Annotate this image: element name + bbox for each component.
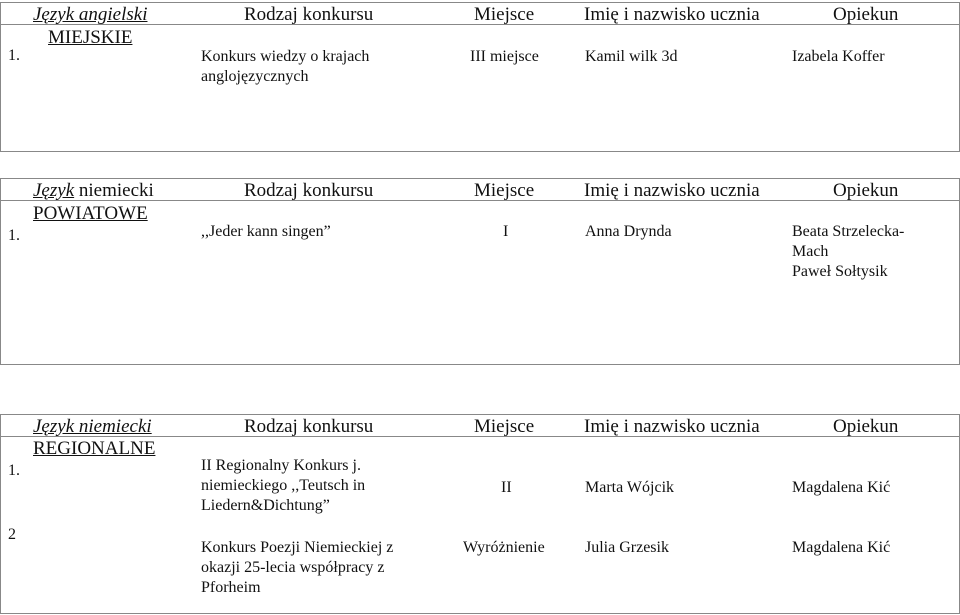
header-student: Imię i nazwisko ucznia — [584, 180, 760, 201]
header-contest: Rodzaj konkursu — [244, 4, 374, 25]
subject-label: Język niemiecki — [33, 416, 152, 437]
header-contest: Rodzaj konkursu — [244, 180, 374, 201]
table-header-row — [0, 178, 960, 200]
student-name: Julia Grzesik — [585, 539, 669, 556]
header-place: Miejsce — [474, 180, 535, 201]
tutor-name: Magdalena Kić — [792, 539, 891, 556]
student-name: Kamil wilk 3d — [585, 48, 678, 65]
contest-name: Konkurs wiedzy o krajach anglojęzycznych — [201, 48, 370, 85]
table-header-row — [0, 414, 960, 436]
tutor-name: Izabela Koffer — [792, 48, 885, 65]
subject-label: Język angielski — [33, 4, 148, 25]
header-contest: Rodzaj konkursu — [244, 416, 374, 437]
student-name: Marta Wójcik — [585, 479, 675, 496]
row-number: 1. — [8, 227, 20, 244]
contest-name: II Regionalny Konkurs j. niemieckiego ,,Teutsch in Liedern&Dichtung” — [201, 457, 366, 514]
contest-name: ,,Jeder kann singen” — [201, 223, 331, 240]
table-row — [0, 24, 960, 152]
row-number: 1. — [8, 47, 20, 64]
header-tutor: Opiekun — [833, 180, 899, 201]
header-tutor: Opiekun — [833, 416, 899, 437]
table-header-row — [0, 2, 960, 24]
table-row — [0, 200, 960, 365]
subject-label: Język niemiecki — [33, 180, 154, 201]
header-place: Miejsce — [474, 4, 535, 25]
row-number: 2 — [8, 526, 16, 543]
place-value: II — [501, 479, 512, 496]
header-tutor: Opiekun — [833, 4, 899, 25]
student-name: Anna Drynda — [585, 223, 672, 240]
table-row — [0, 436, 960, 614]
place-value: Wyróżnienie — [463, 539, 545, 556]
header-student: Imię i nazwisko ucznia — [584, 416, 760, 437]
level-label: POWIATOWE — [33, 203, 148, 224]
header-student: Imię i nazwisko ucznia — [584, 4, 760, 25]
place-value: III miejsce — [470, 48, 539, 65]
level-label: REGIONALNE — [33, 438, 156, 459]
level-label: MIEJSKIE — [48, 27, 133, 48]
tutor-name: Beata Strzelecka-Mach Paweł Sołtysik — [792, 223, 905, 280]
contest-name: Konkurs Poezji Niemieckiej z okazji 25-lecia współpracy z Pforheim — [201, 539, 394, 596]
row-number: 1. — [8, 462, 20, 479]
tutor-name: Magdalena Kić — [792, 479, 891, 496]
place-value: I — [503, 223, 509, 240]
header-place: Miejsce — [474, 416, 535, 437]
